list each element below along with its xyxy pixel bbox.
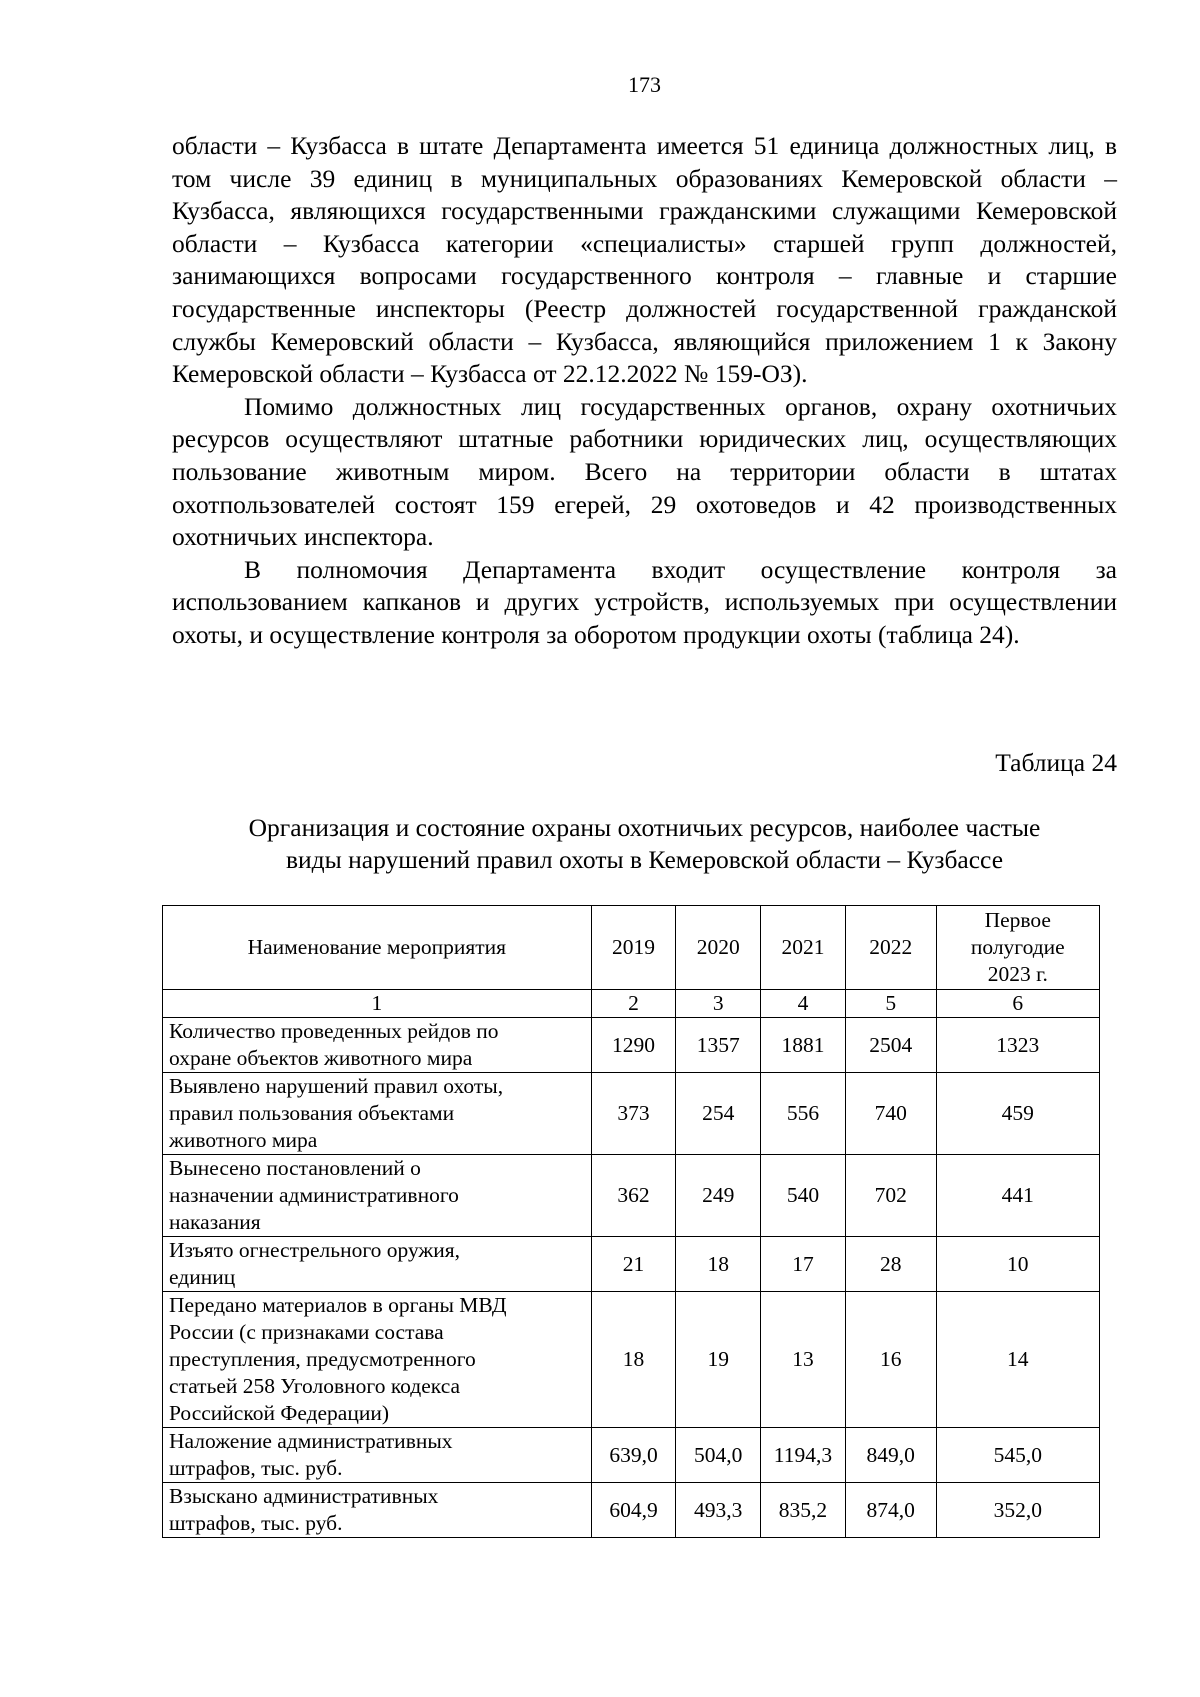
row-name-cell: [163, 1237, 592, 1292]
table-row: [163, 1073, 1100, 1155]
row-value-cell: 373: [591, 1073, 676, 1155]
row-value-cell: 740: [845, 1073, 936, 1155]
table-row: [163, 1018, 1100, 1073]
index-cell: 2: [591, 990, 676, 1018]
header-half-2023: [936, 906, 1099, 990]
table-row: [163, 1428, 1100, 1483]
row-name-line: Взыскано административных: [169, 1484, 439, 1508]
row-value-cell: 10: [936, 1237, 1099, 1292]
row-value-cell: 849,0: [845, 1428, 936, 1483]
paragraph-1: области – Кузбасса в штате Департамента имеется 51 единица должностных лиц, в том числе 39 единиц в муниципальных образованиях Кемеровской области – Кузбасса, являющихся государственными гражданскими служащими Кемеровской области – Кузбасса категории «специалисты» старшей групп должностей, занимающихся вопросами государственного контроля – главные и старшие государственные инспекторы (Реестр должностей государственной гражданской службы Кемеровский области – Кузбасса, являющийся приложением 1 к Закону Кемеровской области – Кузбасса от 22.12.2022 № 159-ОЗ).: [172, 131, 1117, 389]
row-value-cell: 493,3: [676, 1483, 761, 1538]
body-text: [172, 130, 1117, 652]
paragraph-2: Помимо должностных лиц государственных органов, охрану охотничьих ресурсов осуществляют штатные работники юридических лиц, осуществляющих пользование животным миром. Всего на территории области в штатах охотпользователей состоят 159 егерей, 29 охотоведов и 42 производственных охотничьих инспектора.: [172, 391, 1117, 552]
row-name-line: Наложение административных: [169, 1429, 453, 1453]
index-cell: 3: [676, 990, 761, 1018]
row-value-cell: 556: [761, 1073, 846, 1155]
data-table: [162, 905, 1100, 1538]
row-value-cell: 835,2: [761, 1483, 846, 1538]
row-value-cell: 18: [591, 1292, 676, 1428]
table-label: Таблица 24: [995, 748, 1117, 777]
header-name: Наименование мероприятия: [163, 906, 592, 990]
index-cell: 4: [761, 990, 846, 1018]
row-name-line: штрафов, тыс. руб.: [169, 1456, 343, 1480]
row-value-cell: 874,0: [845, 1483, 936, 1538]
row-value-cell: 254: [676, 1073, 761, 1155]
row-value-cell: 21: [591, 1237, 676, 1292]
row-name-cell: [163, 1483, 592, 1538]
row-name-cell: [163, 1428, 592, 1483]
paragraph-3: В полномочия Департамента входит осуществление контроля за использованием капканов и других устройств, используемых при осуществлении охоты, и осуществление контроля за оборотом продукции охоты (таблица 24).: [172, 554, 1117, 649]
row-value-cell: 504,0: [676, 1428, 761, 1483]
row-name-line: преступления, предусмотренного: [169, 1347, 476, 1371]
table-row: [163, 1483, 1100, 1538]
table-index-row: [163, 990, 1100, 1018]
row-value-cell: 1323: [936, 1018, 1099, 1073]
index-cell: 5: [845, 990, 936, 1018]
table-row: [163, 1292, 1100, 1428]
row-name-line: Передано материалов в органы МВД: [169, 1293, 507, 1317]
table-title-line-2: виды нарушений правил охоты в Кемеровской области – Кузбассе: [285, 845, 1004, 874]
row-value-cell: 2504: [845, 1018, 936, 1073]
row-value-cell: 540: [761, 1155, 846, 1237]
row-name-line: России (с признаками состава: [169, 1320, 444, 1344]
row-name-line: животного мира: [169, 1128, 318, 1152]
table-title-line-1: Организация и состояние охраны охотничьих ресурсов, наиболее частые: [248, 813, 1041, 842]
table-header-row: [163, 906, 1100, 990]
row-value-cell: 28: [845, 1237, 936, 1292]
header-half-2023-line: Первое: [984, 908, 1051, 932]
index-cell: 6: [936, 990, 1099, 1018]
row-value-cell: 639,0: [591, 1428, 676, 1483]
row-name-line: Выявлено нарушений правил охоты,: [169, 1074, 504, 1098]
row-name-cell: [163, 1292, 592, 1428]
row-value-cell: 14: [936, 1292, 1099, 1428]
row-value-cell: 545,0: [936, 1428, 1099, 1483]
row-value-cell: 441: [936, 1155, 1099, 1237]
row-value-cell: 1290: [591, 1018, 676, 1073]
row-value-cell: 13: [761, 1292, 846, 1428]
row-value-cell: 19: [676, 1292, 761, 1428]
row-name-line: Вынесено постановлений о: [169, 1156, 421, 1180]
row-name-cell: [163, 1073, 592, 1155]
row-name-line: Российской Федерации): [169, 1401, 390, 1425]
row-name-line: статьей 258 Уголовного кодекса: [169, 1374, 461, 1398]
header-2020: 2020: [676, 906, 761, 990]
row-value-cell: 17: [761, 1237, 846, 1292]
row-name-cell: [163, 1018, 592, 1073]
row-name-line: штрафов, тыс. руб.: [169, 1511, 343, 1535]
row-value-cell: 1881: [761, 1018, 846, 1073]
row-name-line: Изъято огнестрельного оружия,: [169, 1238, 461, 1262]
table-row: [163, 1237, 1100, 1292]
row-name-line: назначении административного: [169, 1183, 459, 1207]
row-value-cell: 362: [591, 1155, 676, 1237]
row-value-cell: 352,0: [936, 1483, 1099, 1538]
header-2021: 2021: [761, 906, 846, 990]
row-name-line: правил пользования объектами: [169, 1101, 455, 1125]
row-value-cell: 16: [845, 1292, 936, 1428]
row-name-cell: [163, 1155, 592, 1237]
table-row: [163, 1155, 1100, 1237]
row-value-cell: 702: [845, 1155, 936, 1237]
header-half-2023-line: полугодие: [970, 935, 1065, 959]
row-name-line: Количество проведенных рейдов по: [169, 1019, 499, 1043]
row-name-line: единиц: [169, 1265, 236, 1289]
page-number: 173: [628, 72, 661, 97]
row-value-cell: 459: [936, 1073, 1099, 1155]
index-cell: 1: [163, 990, 592, 1018]
header-half-2023-line: 2023 г.: [987, 962, 1048, 986]
row-value-cell: 1194,3: [761, 1428, 846, 1483]
row-value-cell: 249: [676, 1155, 761, 1237]
table-body: [163, 990, 1100, 1538]
header-2022: 2022: [845, 906, 936, 990]
row-value-cell: 18: [676, 1237, 761, 1292]
row-value-cell: 604,9: [591, 1483, 676, 1538]
row-value-cell: 1357: [676, 1018, 761, 1073]
row-name-line: охране объектов животного мира: [169, 1046, 473, 1070]
header-2019: 2019: [591, 906, 676, 990]
row-name-line: наказания: [169, 1210, 261, 1234]
table-title: [172, 812, 1117, 876]
